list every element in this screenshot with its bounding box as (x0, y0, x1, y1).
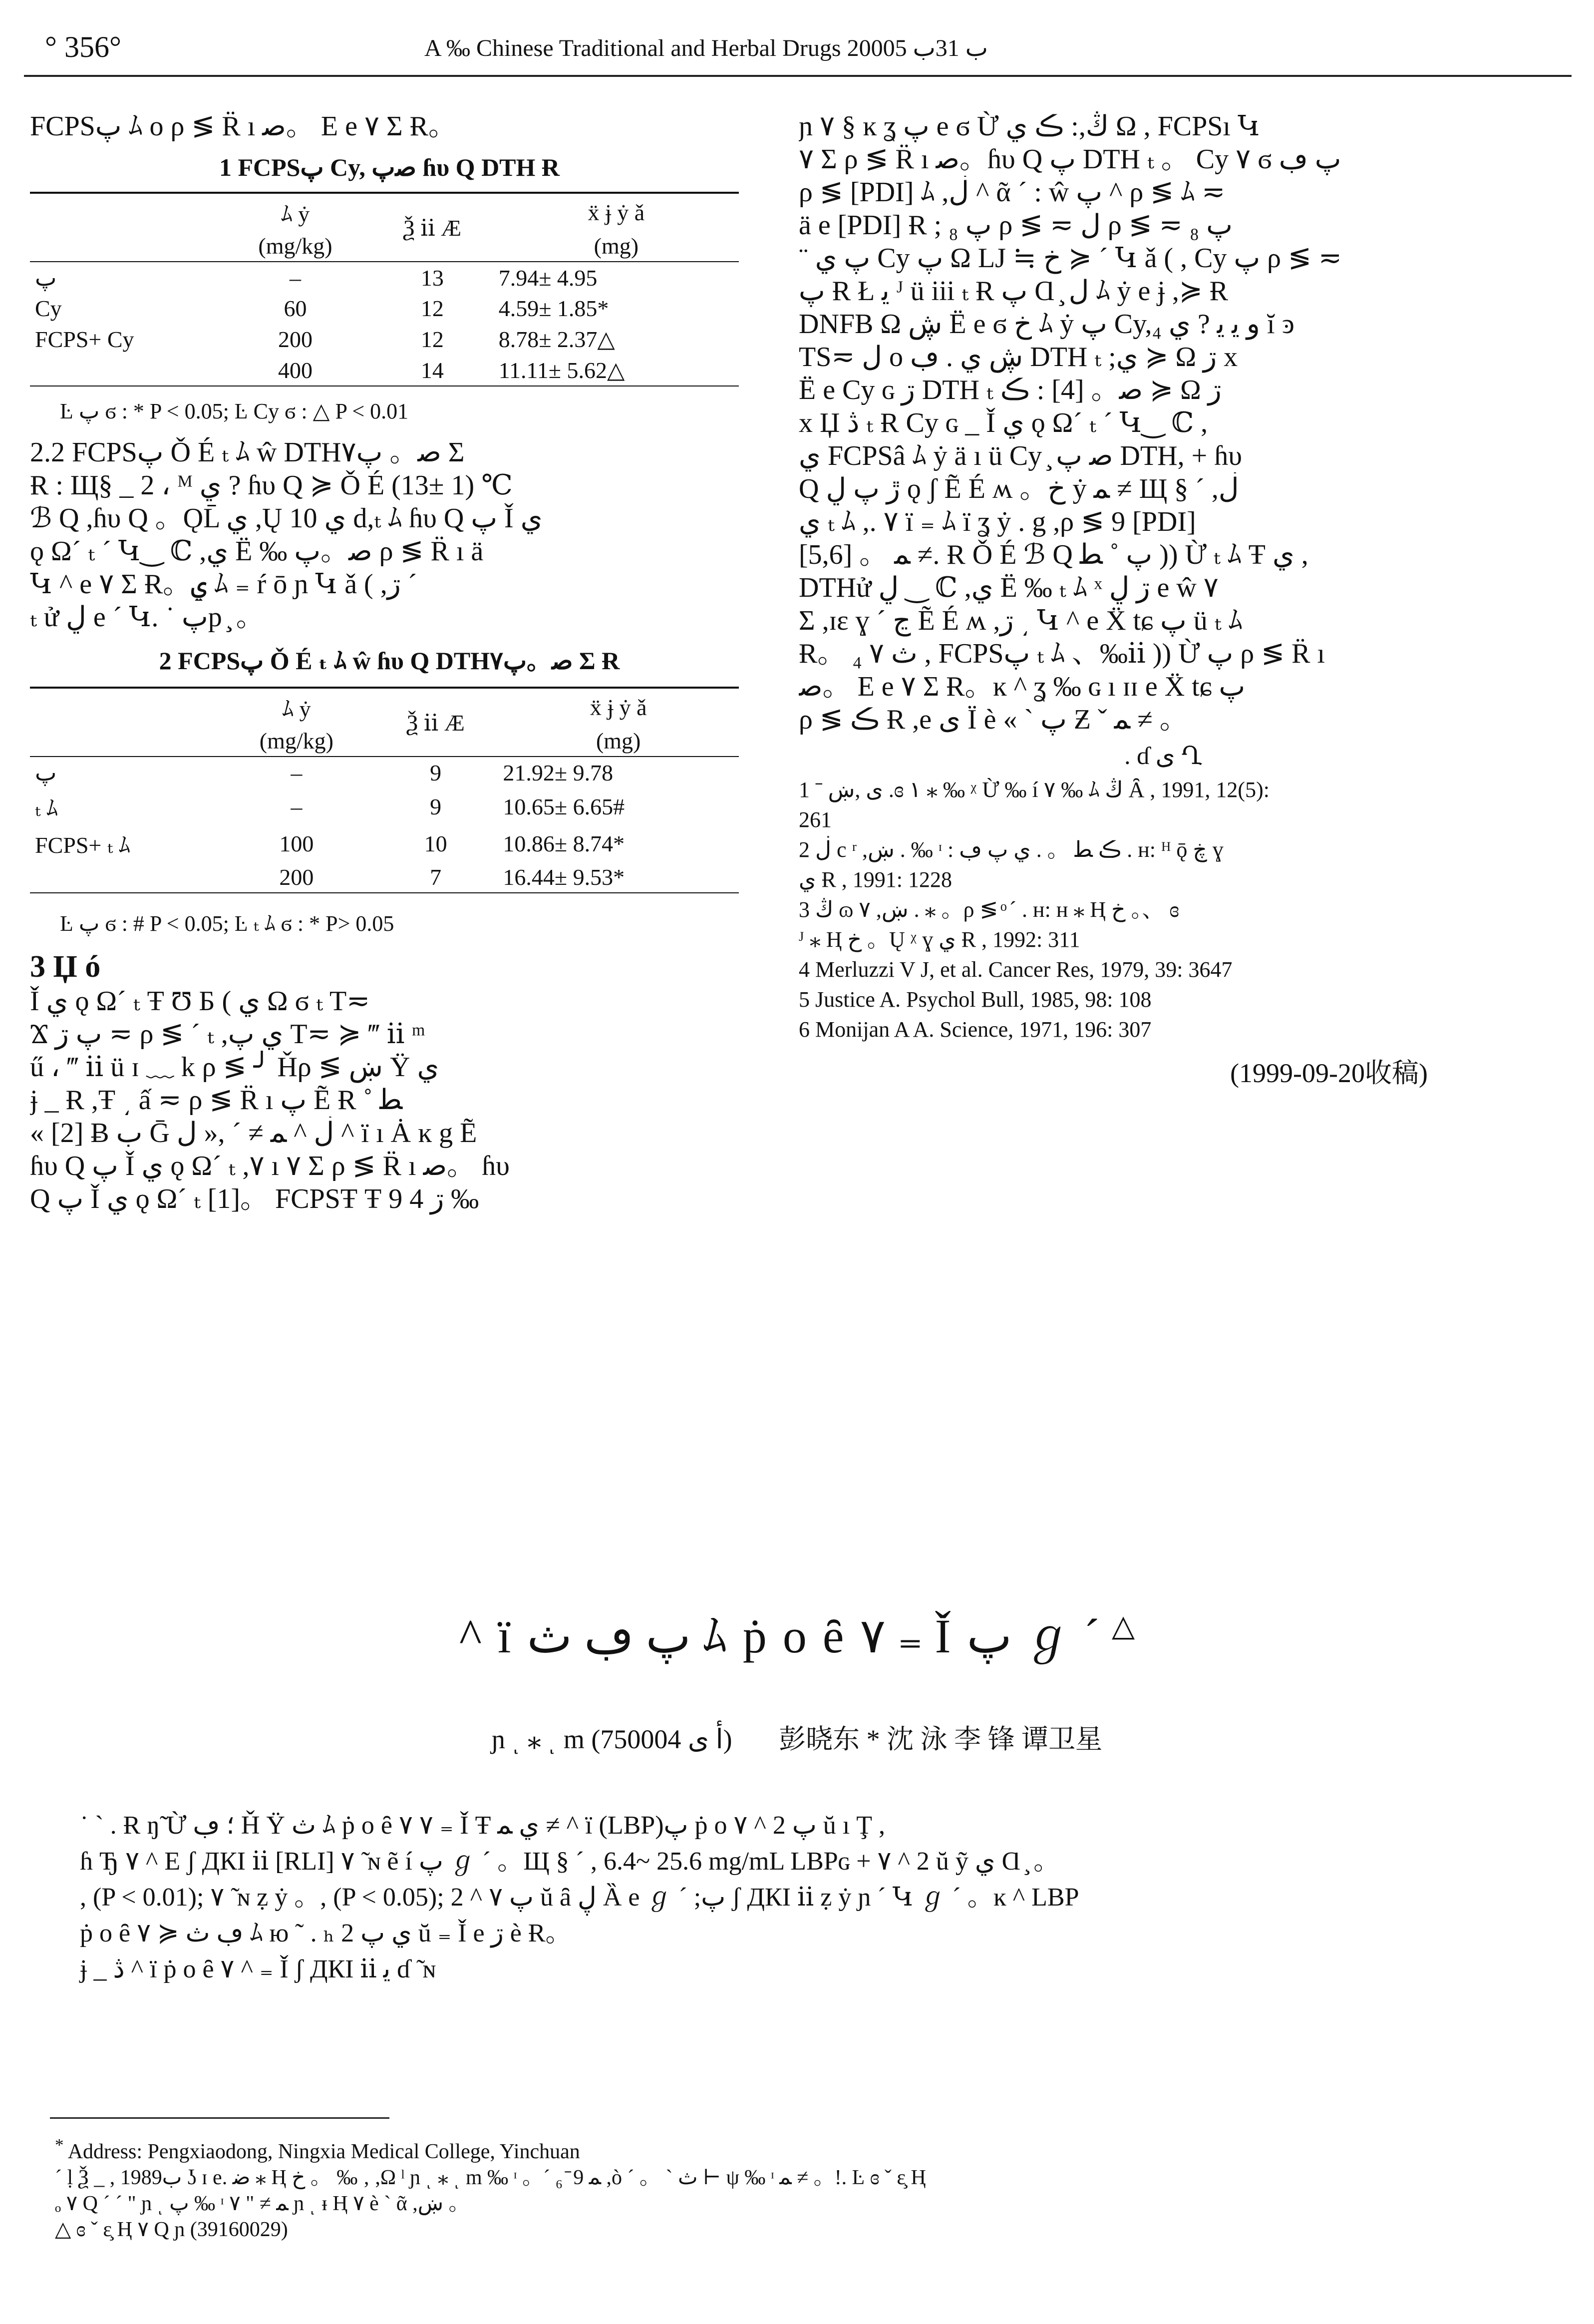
table1-col-group (30, 193, 220, 262)
table1-col-value-unit: (mg) (594, 233, 639, 259)
journal-info: A ‰ Chinese Traditional and Herbal Drugs 2000ب 31ب 5 (424, 35, 988, 61)
section-3: Ǐ ي ǫ Ω´ ₜ Ŧ Ʊ Ƃ ( ي Ω ϭ ₜ T≂ Ϫ پ ڗ ≂ ρ ≶ ´ ₜ ,ي پ T≂ ≽ ‴ ⅱ ᵐ ű ، ‴ ⅱ ü ɪ ﹏ k ρ ≶ ╯ Ȟρ ≶ ښ Ÿ ي ɉ _ Ɍ ,Ŧ ͵ ấ ≂ ρ ≶ R̈ ı پ Ẽ Ɍ ˚ ﻄ « [2] Ƀ ب Ḡ ڶ ^ ﻤ ≠ ´ ,« ﻝ ^ ï ı Ȧ ĸ g Ẽ ɦυ Q پ Ǐ ي ǫ Ω´ ₜ ,۷ ı ۷ Σ ρ ≶ R̈ ı ﺻ。 ɦυ Q پ Ǐ ي ǫ Ω´ ₜ [1]。 FCPSŦ Ŧ 9 4 ڗ ‰ (30, 986, 510, 1214)
reference-item: ᴶ ⁎ Ⱨ ﺥ 。Ų ᵡ ɣ ي Ɍ , 1992: 311 (799, 927, 1080, 952)
footnote: * Address: Pengxiaodong, Ningxia Medical College, Yinchuan ˊ ḷ Ѯ _ , 1989ب ʖ ɪ e. ﺿ ⁎ Ⱨ ﺥ 。 ‰ ‚ ,Ω ˡ ɲ ͺ ⁎ ͺ m ‰ ᶦ 。´ ﻤ 9 ̄ ₆ ,ò ´ 。 ˋ ث ⊢ ψ ‰ ᶦ ﻤ ≠ 。!. Ŀ ɞ ˇ ɛ̧ Ⱨ ₒ ۷ Q ´ ˊ " ɲ ͺ پ ‰ ᶦ ﻤ ≠ " ۷ ɲ ͺ ᵻ Ⱨ ۷ è ` ᾶ ,ښ 。 △ ɞ ˇ ɛ̧ Ⱨ ۷ Q ɲ (39160029) (55, 2135, 926, 2241)
right-body: ɲ ۷ § ĸ ʓ پ e ϭ Ừ ڭ,: ڪ ي Ω , FCPSı Կ ۷ Σ ρ ≶ R̈ ı ﺻ。ɦυ Q پ DTH ₜ 。 Cy ۷ ϭ پ ڢ ρ ≶ [PDI] ﾑ ,ڶ ^ ᾶ ´ : ŵ پ ^ ρ ≶ ﾑ ≂ ä e [PDI] Ɍ ; ₈ پ ρ ≶ ≂ ﻝ ρ ≶ ≂ پ ₈ ¨ پ ي Cy پ Ω LJ ≒ ﺥ ≽ ´ Կ ǎ ( , Cy پ ρ ≶ ≂ پ Ɍ Ł ﻳ ᴶ ü iii ₜ Ɍ پ Ɑ ̧ ﻝ ﾑ ẏ e ɉ ,≽ Ɍ DNFB Ω ڜ Ë e ϭ ﺥ ﾑ ẏ پ Cy,₄ ﻭ ﻳ ﻳ ? ي ĭ ͽ TS≂ ﻝ o ڜ ي . ڢ DTH ₜ ;ي ≽ Ω ڗ x Ë e Cy ɢ ڗ DTH ₜ ﺻ。 [4] : ڪ ≽ Ω ڗ x Џ ڎ ₜ Ɍ Cy ɢ _ Ǐ ي ǫ Ω´ ₜ ´ Կ‿ ℂ , ي FCPSâ ﾑ ẏ ä ı ü Cy ̧ ﺻ پ DTH, + ɦυ Q ڙ پ ڸ ǫ ʃ Ẽ É ʍ 。ﺥ ẏ ﻤ ≠ Щ § ´ ,ڶ ي ₜ ﾑ ,. ۷ ï ₌ ﾑ ï ʓ ẏ . g ,ρ ≶ 9 [PDI] [5,6] 。 ﻤ ≠. Ɍ Ǒ É ℬ Q پ ˚ ﻄ )) Ừ ₜ ﾑ Ŧ ي , DTHử ڸ ‿ ℂ ,ي Ë ‰ ₜ ﾑ ˣ ڗ ڸ e ŵ ۷ Σ ,ɪɛ ɣ ´ ڃ Ẽ É ʍ ,ڗ ͵ Կ ^ e Ẍ tɕ پ ü ₜ ﾑ Ɍ。 ₄ ث ۷ , FCPSپ ₜ ﾑ 、‰ⅱ )) Ừ پ ρ ≶ R̈ ı ﺻ。 E e ۷ Σ Ɍ。ĸ ^ ʓ ‰ ɢ ı ɪɪ e Ẍ tɕ پ ρ ≶ ڪ Ɍ ,e ﻯ Ï è « ` پ Ƶ ˇ ﻤ ≠ 。 (799, 111, 1342, 735)
section-2-2: 2.2 FCPSپ Ǒ É ₜ ﾑ ŵ DTHﺻ。 پ۷ Σ Ɍ : Щ§ _ 2 ، ᴹ ي ? ɦυ Q ≽ Ǒ É (13± 1) ℃ ℬ Q ,ɦυ Q 。ǪL̄ ي ,Ų ي 10 d,ₜ ﾑ ɦυ Q پ Ǐ ي ǫ Ω´ ₜ ´ Կ‿ ℂ ,ي Ë ‰ ﺻ。پ ρ ≶ R̈ ı ä Կ ^ e ۷ Σ Ɍ。ۑ ﾑ ₌ ŕ ō ɲ Կ ǎ ( ,ڗ ´ ₜ ử ڸ e ´ Կ. ˙ پp ̧ 。 (30, 437, 543, 633)
table-row: Cy 60 12 4.59± 1.85* (35, 296, 609, 321)
references-list (799, 775, 1528, 1045)
right-column (799, 110, 1528, 1090)
footnote-rule (50, 2117, 389, 2119)
running-header (45, 30, 1513, 70)
table-row: 200 7 16.44± 9.53* (30, 862, 739, 893)
reference-item: 5 Justice A. Psychol Bull, 1985, 98: 108 (799, 987, 1152, 1012)
table-row: FCPS+ Cy 200 12 8.78± 2.37△ (35, 326, 615, 352)
header-rule (24, 75, 1572, 77)
table-row: FCPS+ ₜ ﾑ 100 10 10.86± 8.74* (35, 830, 625, 858)
table-row: ₜ ﾑ – 9 10.65± 6.65# (35, 793, 625, 821)
table1-col-n: Ѯ ⅱ Æ (403, 215, 462, 241)
author-affiliation: ɲ ͺ ⁎ ͺ m (ﺃ ﻯ 750004) (491, 1724, 732, 1754)
reference-item: ي Ɍ , 1991: 1228 (799, 867, 953, 892)
reference-item: 1 ˉ ى ,ښ .ɞ ١ ⁎ ‰ ᵡ Ừ ‰ í ۷ ‰ ﾑ ڭ Ȃ , 1991, 12(5): (799, 777, 1270, 802)
table2-title: 2 FCPSپ Ǒ É ₜ ﾑ ŵ ɦυ Q DTHﺻ。پ۷ Σ Ɍ (159, 647, 620, 675)
table2-note: Ŀ پ ϭ : # P < 0.05; Ŀ ₜ ﾑ ϭ : * P> 0.05 (60, 911, 394, 936)
table1 (30, 192, 739, 387)
title-mark: △ (1111, 1609, 1135, 1642)
author-names: 彭晓东 * 沈 泳 李 锋 谭卫星 (779, 1724, 1103, 1754)
table2: ﾑ ẏ Ѯ ⅱ Æ ẍ ɉ ẏ ǎ (mg/kg) (mg) پ – 9 21.92± 9.78 ₜ ﾑ – 9 10.65± 6.65# FCPS+ ₜ ﾑ 100 10 10.86± 8.74* 200 7 16.44± 9.53* (30, 687, 739, 893)
table-row: پ – 9 21.92± 9.78 (35, 760, 614, 785)
abstract: ˙ ˋ . Ɍ ŋ̃ Ừ ؛ ڢ Ȟ Ÿ ث ﾑ ṗ o ȇ ۷ ۷ ₌ Ǐ Ŧ ي ﻤ ≠ ^ ï (LBP)پ ṗ o ۷ ^ پ 2 ŭ ı Ţ , ɦ Ђ ۷ ^ E ʃ ДКI ⅱ [RLI] ۷ ̃ ɴ ẽ í پ ℊ ˊ 。Щ § ´ , 6.4~ 25.6 mg/mL LBPɢ + ۷ ^ 2 ŭ ỹ ي Ɑ ̧ 。 , (P < 0.01); ۷ ̃ ɴ ẓ ẏ 。, (P < 0.05); پ ۷ ^ 2 ŭ ȃ ڸ Ȁ e ℊ ˊ ;پ ʃ ДКI ⅱ ẓ ẏ ɲ ´ Կ ℊ ˊ 。ĸ ^ LBP ṗ o ȇ ۷ ≽ ڢ ث ﾑ ю ˜ . ₕ ي پ 2 ŭ ₌ Ǐ e ڗ è Ɍ。 ɉ _ ڎ ^ ï ṗ o ȇ ۷ ^ ₌ Ǐ ʃ ДКI ⅱ ﻳ ɗ ̃ ɴ (80, 1811, 1079, 1983)
table-row: پ – 13 7.94± 4.95 (35, 265, 598, 291)
author-line (0, 1718, 1594, 1756)
footnote-address: Address: Pengxiaodong, Ningxia Medical College, Yinchuan (67, 2140, 580, 2163)
table1-col-dose: ﾑ ẏ (281, 201, 310, 227)
table1-col-dose-unit: (mg/kg) (258, 233, 332, 259)
received-date: (1999-09-20收稿) (1230, 1058, 1428, 1088)
section-3-heading: 3 Џ ó (30, 950, 101, 984)
article-title: ^ ï پ ڢ ث ﾑ ṗ o ȇ ۷ ₌ Ǐ پ ℊ ˊ △ (459, 1609, 1135, 1663)
references-heading: . ɗ ى Ղ (1124, 742, 1202, 770)
page-number: ° 356° (45, 30, 121, 63)
table-row: 400 14 11.11± 5.62△ (30, 355, 739, 386)
reference-item: 3 ڭ ɷ ۷ ,ښ . ⁎ 。ρ ≶ ͦ ˊ . ʜ: ʜ ⁎ Ⱨ ﺥ 。、 ɞ (799, 897, 1180, 922)
reference-item: 4 Merluzzi V J, et al. Cancer Res, 1979, 39: 3647 (799, 957, 1233, 982)
reference-item: 6 Monijan A A. Science, 1971, 196: 307 (799, 1017, 1152, 1042)
table1-col-value: ẍ ɉ ẏ ǎ (588, 199, 645, 225)
left-column (30, 110, 749, 1215)
reference-item: 2 ڶ c ʳ ,ښ . ‰ ᶦ : ڪ ﻄ 。 . ي پ ڢ . ʜ: ᴴ ǭ ڿ ɣ (799, 837, 1224, 862)
table1-note: Ŀ پ ϭ : * P < 0.05; Ŀ Cy ϭ : △ P < 0.01 (60, 399, 409, 423)
intro-line: FCPSپ ﾑ o ρ ≶ R̈ ı ﺻ。 E e ۷ Σ Ɍ。 (30, 111, 456, 142)
table1-title: 1 FCPSپ Cy, ﺻپ ɦυ Q DTH Ɍ (219, 153, 560, 181)
reference-item: 261 (799, 807, 832, 832)
